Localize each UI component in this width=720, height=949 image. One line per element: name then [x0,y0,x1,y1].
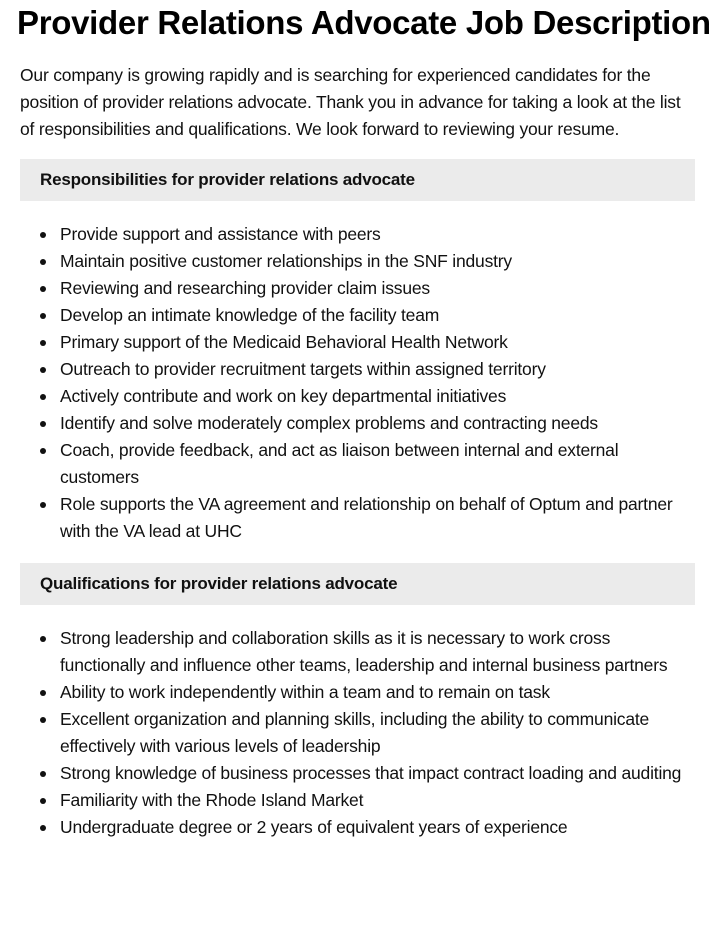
list-item: Provide support and assistance with peers [60,221,695,248]
bullet-icon [40,286,46,292]
list-item: Develop an intimate knowledge of the facility team [60,302,695,329]
bullet-icon [40,690,46,696]
bullet-icon [40,448,46,454]
list-item: Undergraduate degree or 2 years of equivalent years of experience [60,814,695,841]
list-item: Actively contribute and work on key departmental initiatives [60,383,695,410]
list-item: Role supports the VA agreement and relationship on behalf of Optum and partner with the VA lead at UHC [60,491,695,545]
responsibilities-list [20,221,695,545]
list-item: Strong knowledge of business processes that impact contract loading and auditing [60,760,695,787]
list-item: Coach, provide feedback, and act as liaison between internal and external customers [60,437,695,491]
list-item: Familiarity with the Rhode Island Market [60,787,695,814]
list-item: Ability to work independently within a team and to remain on task [60,679,695,706]
qualifications-list [20,625,695,841]
responsibilities-heading: Responsibilities for provider relations advocate [20,159,695,201]
bullet-icon [40,771,46,777]
bullet-icon [40,259,46,265]
list-item: Excellent organization and planning skills, including the ability to communicate effectively with various levels of leadership [60,706,695,760]
list-item: Outreach to provider recruitment targets within assigned territory [60,356,695,383]
responsibilities-section [20,159,695,545]
bullet-icon [40,798,46,804]
list-item: Maintain positive customer relationships in the SNF industry [60,248,695,275]
list-item: Reviewing and researching provider claim issues [60,275,695,302]
bullet-icon [40,636,46,642]
bullet-icon [40,340,46,346]
bullet-icon [40,825,46,831]
qualifications-section [20,563,695,841]
bullet-icon [40,502,46,508]
intro-paragraph: Our company is growing rapidly and is searching for experienced candidates for the position of provider relations advocate. Thank you in advance for taking a look at the list of responsibilities and qualifications. We look forward to reviewing your resume. [20,65,681,139]
bullet-icon [40,717,46,723]
bullet-icon [40,367,46,373]
qualifications-heading: Qualifications for provider relations advocate [20,563,695,605]
page-title: Provider Relations Advocate Job Description [17,4,711,41]
list-item: Identify and solve moderately complex problems and contracting needs [60,410,695,437]
list-item: Primary support of the Medicaid Behavioral Health Network [60,329,695,356]
bullet-icon [40,394,46,400]
bullet-icon [40,421,46,427]
bullet-icon [40,232,46,238]
bullet-icon [40,313,46,319]
list-item: Strong leadership and collaboration skills as it is necessary to work cross functionally and influence other teams, leadership and internal business partners [60,625,695,679]
